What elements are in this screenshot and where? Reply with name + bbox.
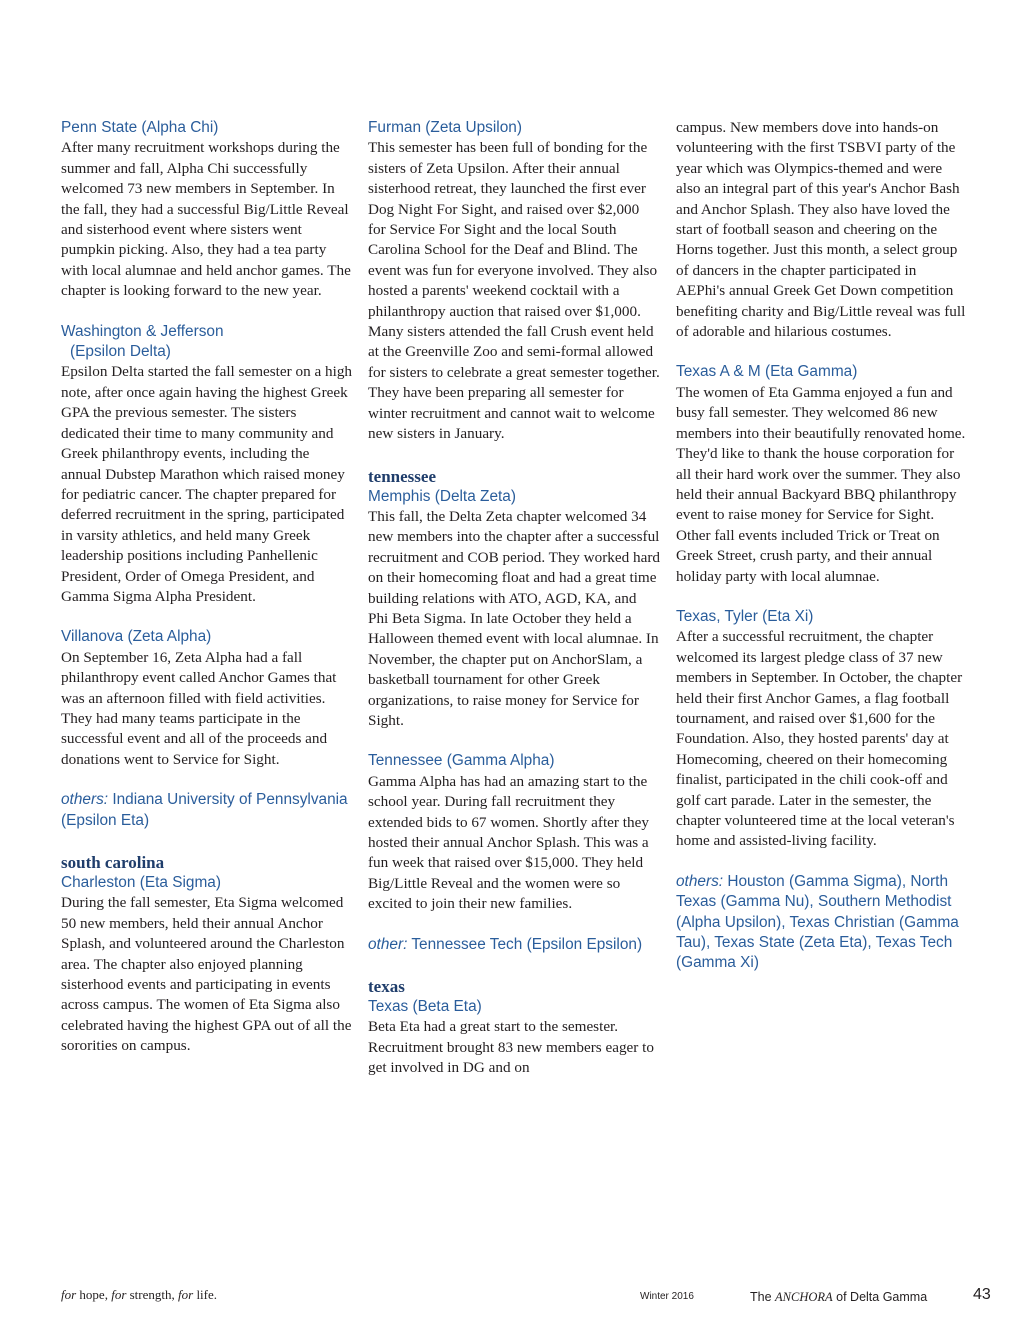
footer-magazine-title (750, 1290, 927, 1305)
chapter-texas-tyler (676, 607, 968, 852)
chapter-body: After a successful recruitment, the chapter welcomed its largest pledge class of 37 new members in September. In October, the chapter held their first Anchor Games, a flag football tournament, and raised over $1,600 for the Foundation. Also, they hosted parents' day at Homecoming, cheered on their homecoming finalist, participated in the chili cook-off and golf cart parade. Later in the semester, the chapter volunteered time at the local veteran's home and assisted-living facility. (676, 628, 963, 850)
chapter-furman (368, 118, 660, 445)
tagline-for-1: for (61, 1287, 77, 1302)
column-2 (368, 118, 660, 1079)
chapter-washington-jefferson (61, 322, 353, 608)
state-heading: tennessee (368, 466, 436, 486)
chapter-title: Furman (Zeta Upsilon) (368, 119, 522, 136)
chapter-villanova (61, 627, 353, 770)
column-1 (61, 118, 353, 1057)
state-heading: south carolina (61, 853, 165, 872)
footer-tagline (61, 1287, 217, 1303)
column-3 (676, 118, 968, 974)
chapter-body: Beta Eta had a great start to the semester. Recruitment brought 83 new members eager to get involved in DG and on (368, 1018, 654, 1077)
state-texas (368, 977, 660, 1079)
chapter-body: This semester has been full of bonding for the sisters of Zeta Upsilon. After their annual sisterhood retreat, they launched the first ever Dog Night For Sight, and raised over $2,000 for Service For Sight and the local South Carolina School for the Deaf and Blind. The event was fun for everyone involved. They also hosted a parents' weekend cocktail with a philanthropy auction that raised over $1,000. Many sisters attended the fall Crush event held at the Greenville Zoo and semi-formal allowed for sisters to celebrate a great semester together. They have been preparing all semester for winter recruitment and cannot wait to welcome new sisters in January. (368, 139, 660, 443)
chapter-texas-continued (676, 118, 968, 342)
chapter-title: Memphis (Delta Zeta) (368, 487, 516, 505)
others-tennessee (368, 935, 660, 955)
magazine-name: ANCHORA (775, 1290, 833, 1304)
others-label: other: (368, 935, 408, 953)
others-list: Houston (Gamma Sigma), North Texas (Gamma Nu), Southern Methodist (Alpha Upsilon), Texas Christian (Gamma Tau), Texas State (Zeta Eta), Texas Tech (Gamma Xi) (676, 872, 959, 972)
tagline-for-2: for (111, 1287, 127, 1302)
chapter-title-line2: (Epsilon Delta) (70, 343, 171, 361)
chapter-body: After many recruitment workshops during the summer and fall, Alpha Chi successfully welcomed 73 new members in September. In the fall, they had a successful Big/Little Reveal and sisterhood event where sisters went pumpkin picking. Also, they had a tea party with local alumnae and held anchor games. The chapter is looking forward to the new year. (61, 139, 351, 300)
others-label: others: (61, 791, 109, 809)
chapter-title-line1: Washington & Jefferson (61, 322, 224, 340)
page-number: 43 (973, 1286, 991, 1303)
chapter-body: On September 16, Zeta Alpha had a fall philanthropy event called Anchor Games that was an afternoon filled with field activities. They had many teams participate in the successful event and all of the proceeds and donations went to Service for Sight. (61, 648, 337, 768)
chapter-title: Penn State (Alpha Chi) (61, 119, 219, 136)
others-list: Indiana University of Pennsylvania (Epsilon Eta) (61, 791, 348, 829)
chapter-body: The women of Eta Gamma enjoyed a fun and busy fall semester. They welcomed 86 new members into their beautifully renovated home. They'd like to thank the house corporation for all their hard work over the summer. They also held their annual Backyard BBQ philanthropy event to raise money for Service for Sight. Other fall events included Trick or Treat on Greek Street, crush party, and their annual holiday party with local alumnae. (676, 383, 966, 585)
chapter-title: Texas A & M (Eta Gamma) (676, 363, 858, 381)
state-tennessee (368, 467, 660, 732)
state-heading: texas (368, 977, 405, 997)
chapter-title: Charleston (Eta Sigma) (61, 874, 221, 891)
state-south-carolina (61, 853, 353, 1057)
chapter-tennessee-gamma-alpha (368, 751, 660, 914)
chapter-title: Texas, Tyler (Eta Xi) (676, 607, 814, 625)
tagline-strength: strength, (129, 1287, 175, 1302)
tagline-for-3: for (178, 1287, 194, 1302)
chapter-body: Epsilon Delta started the fall semester on a high note, after once again having the highest Greek GPA the previous semester. The sisters dedicated their time to many community and Greek philanthropy events, including the annual Dubstep Marathon which raised money for pediatric cancer. The chapter prepared for deferred recruitment in the spring, participated in varsity athletics, and held many Greek leadership positions including Panhellenic President, Order of Omega President, and Gamma Sigma Alpha President. (61, 363, 353, 605)
chapter-body: During the fall semester, Eta Sigma welcomed 50 new members, held their annual Anchor Splash, and volunteered around the Charleston area. The chapter also enjoyed planning sisterhood events and participating in events across campus. The women of Eta Sigma also celebrated having the highest GPA out of all the sororities on campus. (61, 894, 352, 1055)
others-list: Tennessee Tech (Epsilon Epsilon) (411, 935, 643, 953)
magazine-of: of Delta Gamma (836, 1290, 928, 1304)
chapter-title: Texas (Beta Eta) (368, 998, 482, 1016)
magazine-the: The (750, 1290, 772, 1304)
tagline-life: life. (196, 1287, 218, 1302)
footer-issue-date: Winter 2016 (640, 1291, 694, 1302)
others-pennsylvania (61, 790, 353, 831)
chapter-penn-state (61, 118, 353, 302)
tagline-hope: hope, (79, 1287, 108, 1302)
chapter-title: Tennessee (Gamma Alpha) (368, 752, 555, 770)
chapter-body: This fall, the Delta Zeta chapter welcomed 34 new members into the chapter after a successful recruitment and COB period. They worked hard on their homecoming float and had a great time building relations with ATO, AGD, KA, and Phi Beta Sigma. In late October they held a Halloween themed event with local alumnae. In November, the chapter put on AnchorSlam, a basketball tournament for other Greek organizations, to raise money for Service for Sight. (368, 507, 660, 729)
chapter-body: campus. New members dove into hands-on volunteering with the first TSBVI party of the year which was Olympics-themed and were also an integral part of this year's Anchor Bash and Anchor Splash. They also have loved the start of football season and cheering on the Horns together. Just this month, a select group of dancers in the chapter participated in AEPhi's annual Greek Get Down competition benefiting charity and Big/Little reveal was full of adorable and hilarious costumes. (676, 119, 966, 341)
others-label: others: (676, 872, 724, 890)
others-texas (676, 872, 968, 974)
chapter-body: Gamma Alpha has had an amazing start to the school year. During fall recruitment they extended bids to 67 women. Shortly after they hosted their annual Anchor Splash. This was a fun week that raised over $15,000. They held Big/Little Reveal and the women were so excited to join their new families. (368, 772, 649, 913)
chapter-title: Villanova (Zeta Alpha) (61, 628, 212, 646)
chapter-texas-am (676, 362, 968, 586)
chapter-title (61, 322, 353, 363)
